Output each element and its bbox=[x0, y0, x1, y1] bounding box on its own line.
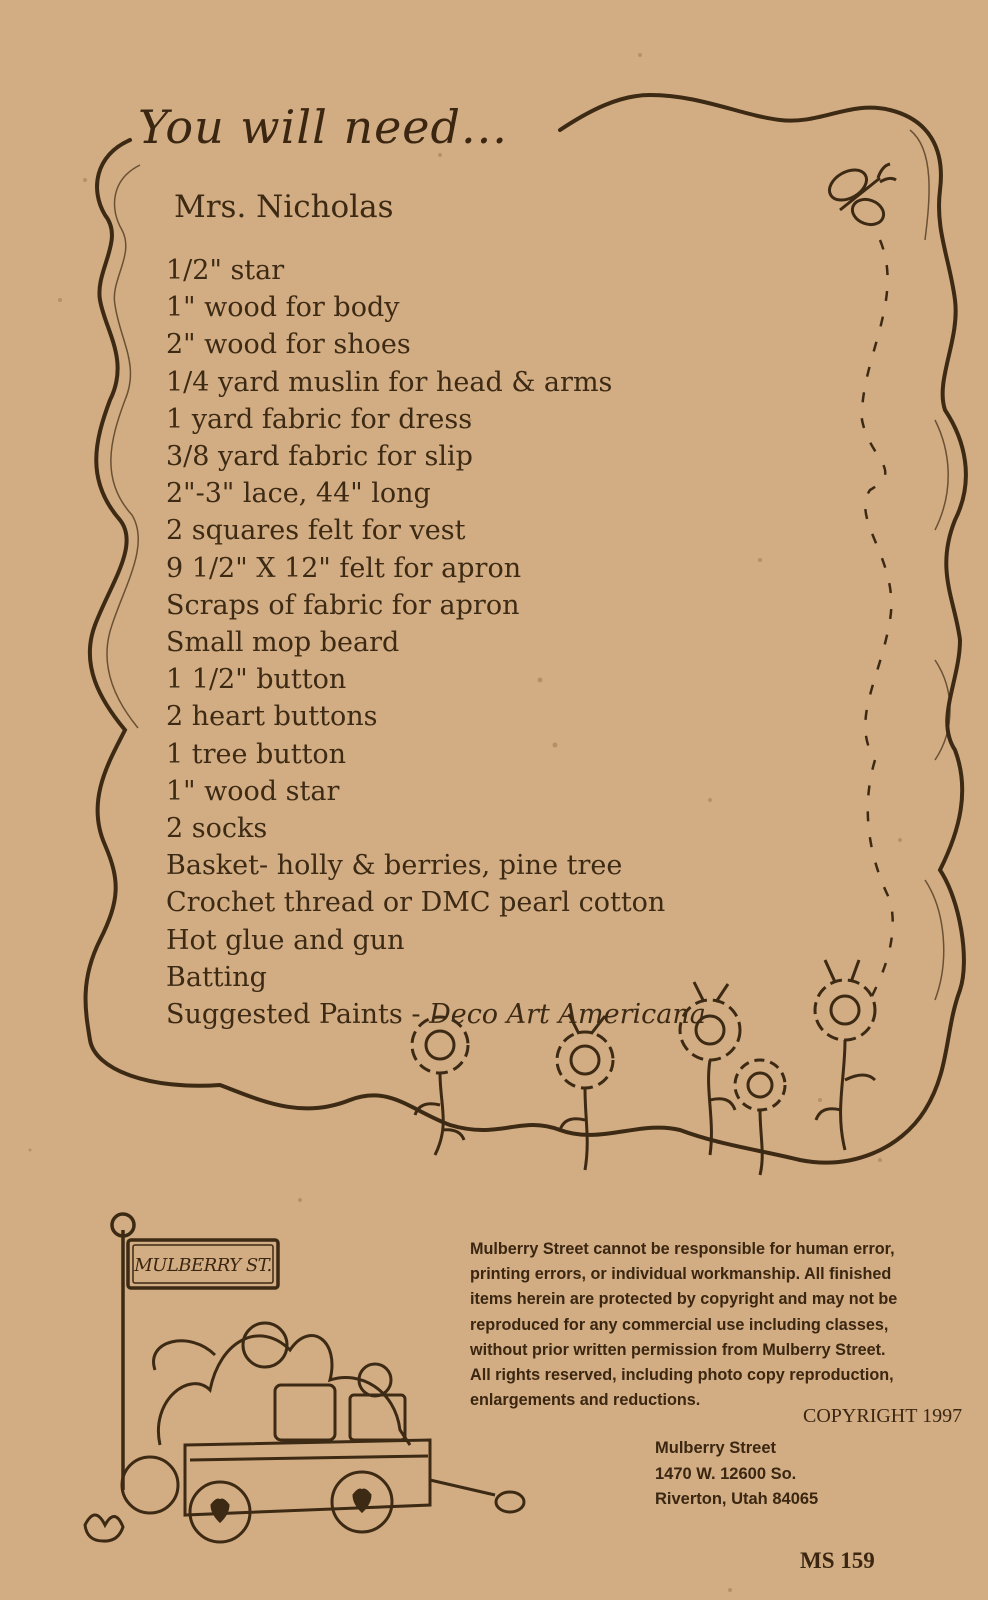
list-item: 2 socks bbox=[166, 813, 268, 845]
company-name: Mulberry Street bbox=[655, 1439, 777, 1457]
suggested-paints-item bbox=[166, 996, 806, 1034]
list-item: 1/2" star bbox=[166, 255, 285, 286]
paints-brand: Deco Art Americana bbox=[429, 999, 706, 1031]
wagon-icon bbox=[85, 1323, 524, 1542]
disclaimer-line: All rights reserved, including photo copy reproduction, bbox=[470, 1366, 894, 1385]
list-item: 3/8 yard fabric for slip bbox=[166, 441, 473, 473]
disclaimer-line: without prior written permission from Mulberry Street. bbox=[470, 1340, 886, 1359]
list-item: 9 1/2" X 12" felt for apron bbox=[166, 552, 522, 584]
paints-label: Suggested Paints - bbox=[166, 999, 430, 1031]
disclaimer-text bbox=[470, 1237, 980, 1413]
list-item: 1 yard fabric for dress bbox=[166, 403, 473, 435]
city-state-zip: Riverton, Utah 84065 bbox=[655, 1490, 819, 1508]
disclaimer-line: items herein are protected by copyright and may not be bbox=[470, 1290, 898, 1309]
list-item: Batting bbox=[166, 961, 267, 993]
list-item: 2 squares felt for vest bbox=[166, 515, 466, 547]
company-address bbox=[655, 1436, 818, 1513]
street-address: 1470 W. 12600 So. bbox=[655, 1464, 797, 1483]
list-item: 1 1/2" button bbox=[166, 664, 347, 696]
list-item: 1" wood for body bbox=[166, 292, 400, 324]
list-item: Hot glue and gun bbox=[166, 924, 405, 956]
list-item: 2" wood for shoes bbox=[166, 329, 411, 361]
list-item: 2"-3" lace, 44" long bbox=[166, 478, 431, 510]
pattern-number: MS 159 bbox=[800, 1548, 875, 1573]
list-item: Crochet thread or DMC pearl cotton bbox=[166, 887, 666, 919]
butterfly-icon bbox=[824, 164, 896, 229]
list-item: 1 tree button bbox=[166, 738, 347, 770]
disclaimer-line: enlargements and reductions. bbox=[470, 1391, 701, 1410]
list-item: Small mop beard bbox=[166, 627, 400, 659]
list-item: Scraps of fabric for apron bbox=[166, 589, 520, 621]
street-sign-text: MULBERRY ST. bbox=[134, 1255, 272, 1276]
list-item: Basket- holly & berries, pine tree bbox=[166, 850, 623, 882]
disclaimer-line: reproduced for any commercial use including classes, bbox=[470, 1315, 889, 1334]
list-item: 1/4 yard muslin for head & arms bbox=[166, 366, 613, 398]
you-will-need-heading: You will need... bbox=[138, 100, 508, 154]
list-item: 1" wood star bbox=[166, 775, 340, 807]
disclaimer-line: printing errors, or individual workmanship. All finished bbox=[470, 1265, 892, 1284]
list-item: 2 heart buttons bbox=[166, 701, 378, 733]
supply-list bbox=[166, 252, 806, 1034]
disclaimer-line: Mulberry Street cannot be responsible for human error, bbox=[470, 1240, 895, 1258]
pattern-name: Mrs. Nicholas bbox=[174, 189, 394, 225]
copyright-notice: COPYRIGHT 1997 bbox=[803, 1405, 963, 1427]
